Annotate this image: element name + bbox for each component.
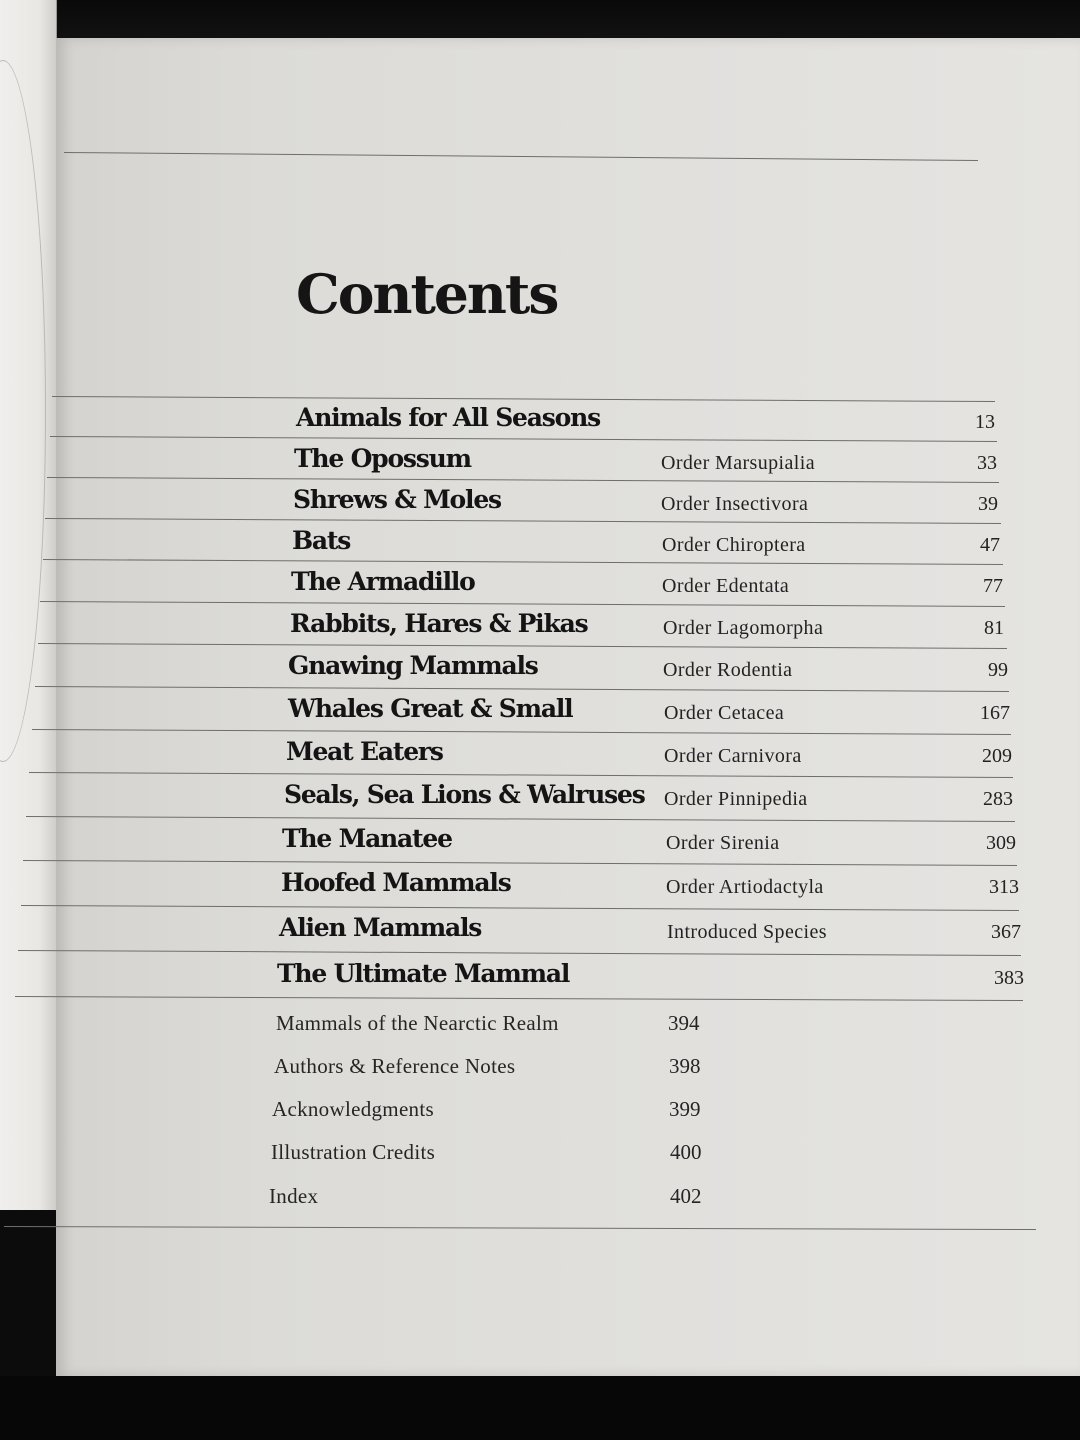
chapter-order: Order Edentata <box>662 575 790 597</box>
back-matter-entry <box>276 1011 736 1041</box>
chapter-page-number: 309 <box>986 832 1016 854</box>
chapter-title: Gnawing Mammals <box>288 651 538 680</box>
back-matter-label: Index <box>269 1184 319 1208</box>
back-matter-page-number: 394 <box>668 1011 700 1035</box>
chapter-title: Hoofed Mammals <box>281 868 511 897</box>
chapter-order: Order Marsupialia <box>661 452 815 474</box>
chapter-page-number: 167 <box>980 702 1010 724</box>
chapter-page-number: 81 <box>984 617 1004 639</box>
chapter-order: Order Insectivora <box>661 493 809 515</box>
toc-entry <box>290 607 1050 647</box>
back-matter-page-number: 399 <box>669 1097 701 1121</box>
page-title: Contents <box>296 262 558 326</box>
chapter-title: The Ultimate Mammal <box>277 959 570 988</box>
toc-entry <box>288 692 1048 732</box>
chapter-order: Order Chiroptera <box>662 534 806 556</box>
chapter-title: The Armadillo <box>291 567 475 596</box>
back-matter-page-number: 402 <box>670 1184 702 1208</box>
chapter-title: The Manatee <box>282 824 452 853</box>
chapter-order: Order Lagomorpha <box>663 617 824 639</box>
back-matter-entry <box>269 1184 729 1214</box>
chapter-page-number: 39 <box>978 493 998 515</box>
toc-entry <box>286 735 1046 775</box>
background-bottom <box>0 1376 1080 1440</box>
facing-page-arc <box>0 60 46 762</box>
chapter-page-number: 283 <box>983 788 1013 810</box>
chapter-page-number: 209 <box>982 745 1012 767</box>
chapter-title: Animals for All Seasons <box>296 403 600 432</box>
chapter-order: Order Sirenia <box>666 832 780 854</box>
back-matter-entry <box>274 1054 734 1084</box>
chapter-page-number: 13 <box>975 411 995 433</box>
chapter-page-number: 383 <box>994 967 1024 989</box>
chapter-title: The Opossum <box>294 444 471 473</box>
chapter-page-number: 367 <box>991 921 1021 943</box>
chapter-title: Seals, Sea Lions & Walruses <box>284 780 645 809</box>
chapter-order: Order Cetacea <box>664 702 785 724</box>
chapter-order: Order Artiodactyla <box>666 876 824 898</box>
back-matter-page-number: 398 <box>669 1054 701 1078</box>
chapter-title: Bats <box>292 526 351 555</box>
chapter-title: Meat Eaters <box>286 737 443 766</box>
chapter-page-number: 313 <box>989 876 1019 898</box>
toc-entry <box>281 866 1041 906</box>
back-matter-label: Illustration Credits <box>271 1140 436 1164</box>
chapter-page-number: 33 <box>977 452 997 474</box>
chapter-order: Order Rodentia <box>663 659 793 681</box>
toc-entry <box>288 649 1048 689</box>
back-matter-entry <box>272 1097 732 1127</box>
chapter-title: Shrews & Moles <box>293 485 501 514</box>
chapter-page-number: 47 <box>980 534 1000 556</box>
chapter-title: Whales Great & Small <box>288 694 573 723</box>
chapter-page-number: 99 <box>988 659 1008 681</box>
toc-entry <box>296 401 1056 441</box>
chapter-order: Introduced Species <box>667 921 827 943</box>
facing-page-edge <box>0 0 57 1210</box>
toc-entry <box>292 524 1052 564</box>
toc-entry <box>293 483 1053 523</box>
chapter-title: Alien Mammals <box>279 913 482 942</box>
toc-entry <box>291 565 1051 605</box>
toc-entry <box>284 778 1044 818</box>
chapter-title: Rabbits, Hares & Pikas <box>290 609 588 638</box>
back-matter-entry <box>271 1140 731 1170</box>
back-matter-label: Acknowledgments <box>272 1097 434 1121</box>
chapter-order: Order Pinnipedia <box>664 788 808 810</box>
toc-entry <box>282 822 1042 862</box>
back-matter-label: Mammals of the Nearctic Realm <box>276 1011 559 1035</box>
chapter-page-number: 77 <box>983 575 1003 597</box>
chapter-order: Order Carnivora <box>664 745 802 767</box>
toc-entry <box>279 911 1039 951</box>
back-matter-page-number: 400 <box>670 1140 702 1164</box>
toc-entry <box>294 442 1054 482</box>
toc-entry <box>277 957 1037 997</box>
back-matter-label: Authors & Reference Notes <box>274 1054 516 1078</box>
